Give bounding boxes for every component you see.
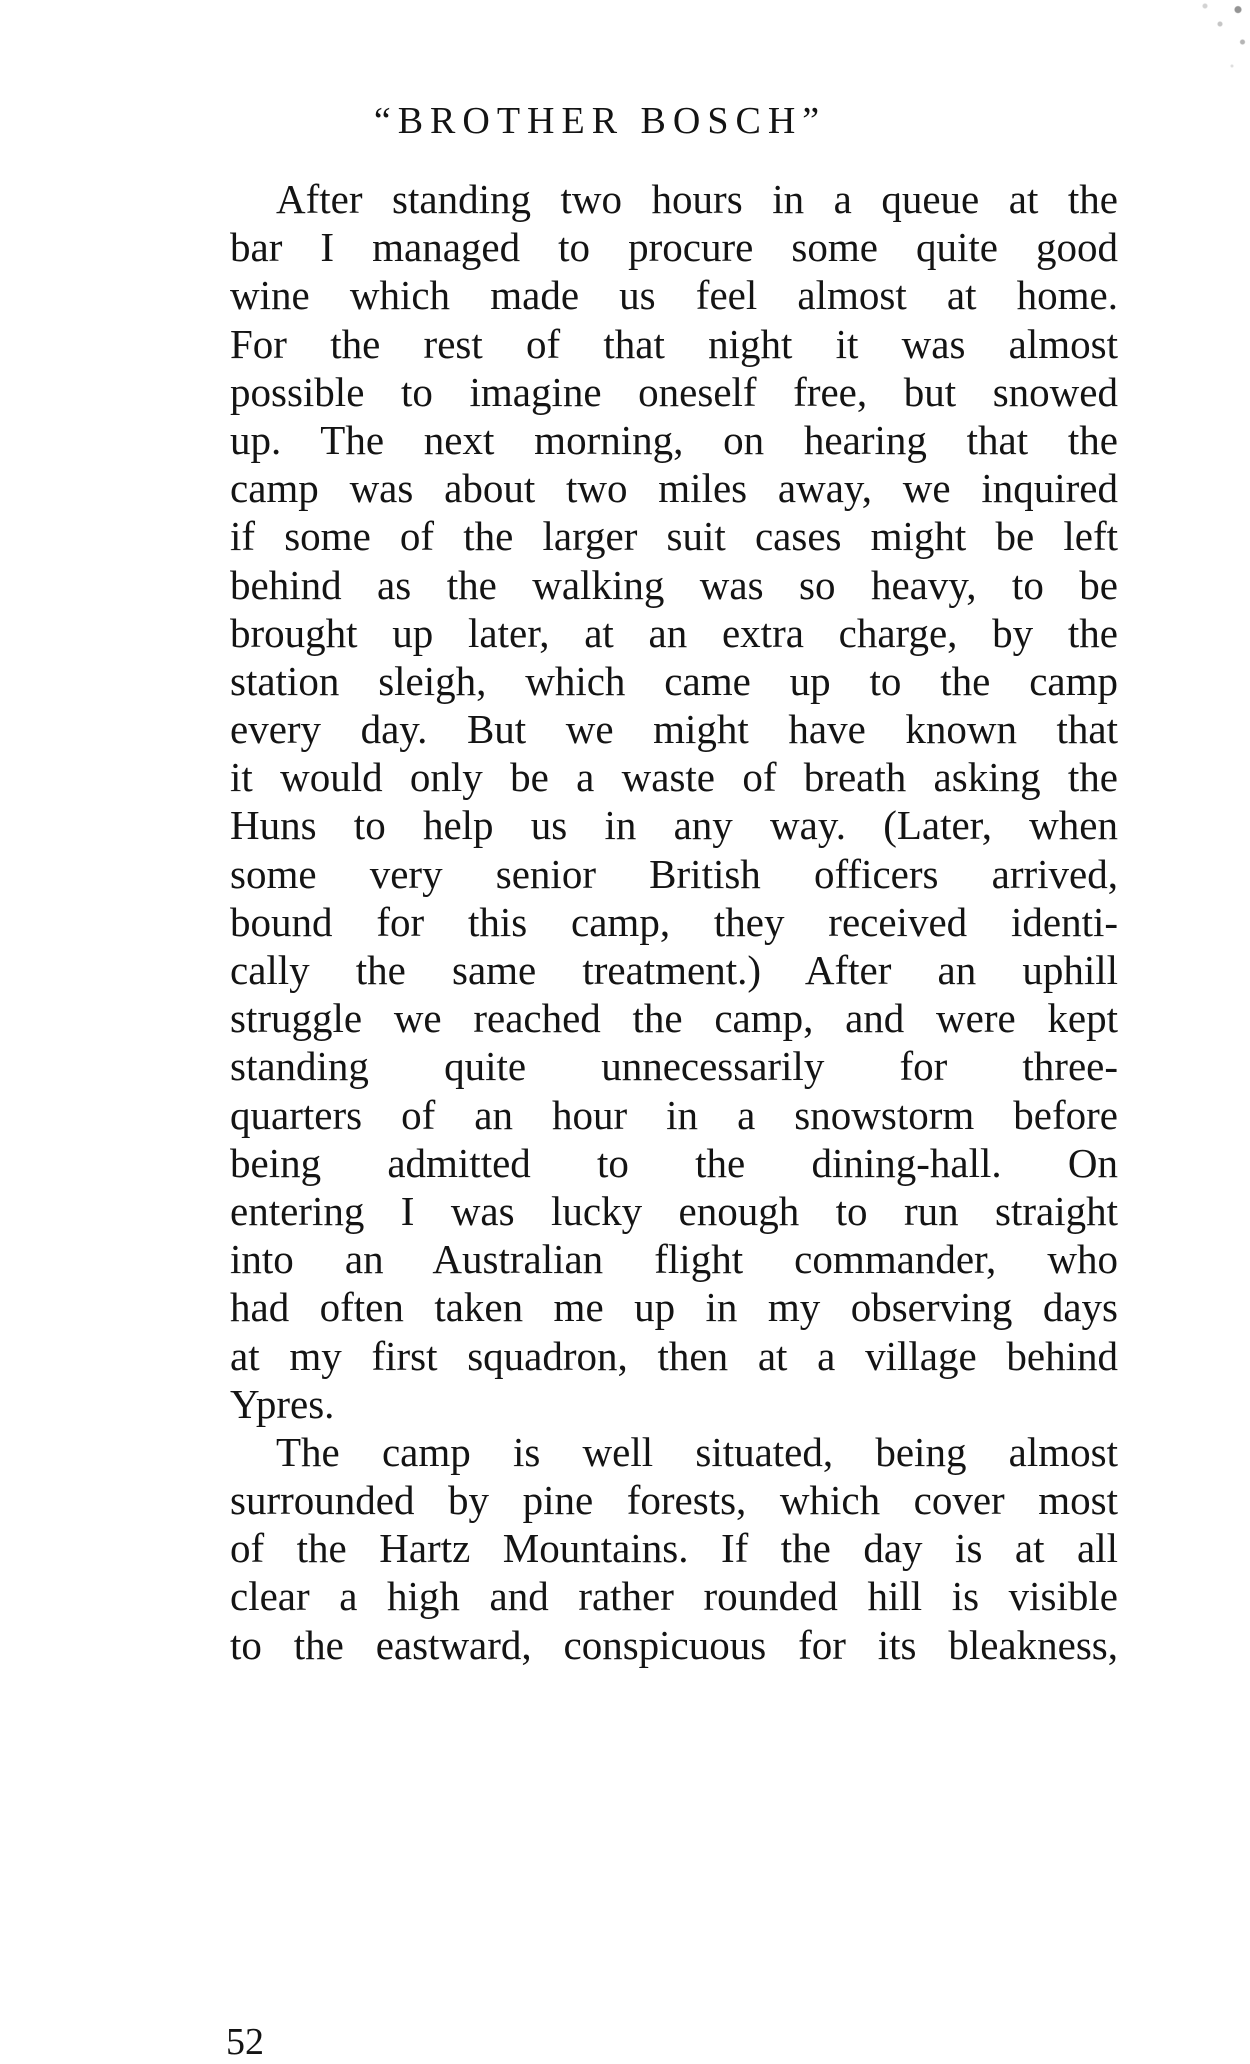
text-line: brought up later, at an extra charge, by the: [230, 609, 1118, 656]
page-number: 52: [226, 2021, 264, 2063]
text-line: bar I managed to procure some quite good: [230, 224, 1118, 271]
text-line: standing quite unnecessarily for three-: [230, 1043, 1118, 1090]
text-line: of the Hartz Mountains. If the day is at all: [230, 1525, 1118, 1572]
text-line: camp was about two miles away, we inquired: [230, 465, 1118, 512]
running-title: “BROTHER BOSCH”: [373, 100, 827, 142]
text-line: at my first squadron, then at a village behind: [230, 1332, 1118, 1379]
text-line: being admitted to the dining-hall. On: [230, 1139, 1118, 1186]
text-line: had often taken me up in my observing days: [230, 1284, 1118, 1331]
text-line: bound for this camp, they received identi-: [230, 898, 1118, 945]
text-line: every day. But we might have known that: [230, 706, 1118, 753]
body-text: [230, 175, 1118, 1669]
text-line: The camp is well situated, being almost: [276, 1428, 1118, 1475]
text-line: some very senior British officers arrived,: [230, 850, 1118, 897]
text-line: wine which made us feel almost at home.: [230, 272, 1118, 319]
text-line: up. The next morning, on hearing that the: [230, 416, 1118, 463]
text-line: For the rest of that night it was almost: [230, 320, 1118, 367]
text-line: After standing two hours in a queue at the: [276, 176, 1118, 222]
text-line: if some of the larger suit cases might be left: [230, 513, 1118, 560]
text-line: Huns to help us in any way. (Later, when: [230, 802, 1118, 849]
scan-speckle: [1100, 0, 1250, 120]
text-line: struggle we reached the camp, and were kept: [230, 995, 1118, 1042]
text-line: possible to imagine oneself free, but snowed: [230, 368, 1118, 415]
text-line: quarters of an hour in a snowstorm before: [230, 1091, 1118, 1138]
text-line: behind as the walking was so heavy, to be: [230, 561, 1118, 608]
text-line: it would only be a waste of breath asking the: [230, 754, 1118, 801]
text-line: station sleigh, which came up to the camp: [230, 657, 1118, 704]
text-line: cally the same treatment.) After an uphill: [230, 947, 1118, 993]
text-line: Ypres.: [230, 1380, 335, 1427]
text-line: entering I was lucky enough to run straight: [230, 1187, 1118, 1234]
text-line: surrounded by pine forests, which cover most: [230, 1477, 1118, 1524]
text-line: clear a high and rather rounded hill is visible: [230, 1573, 1118, 1620]
text-line: into an Australian flight commander, who: [230, 1236, 1118, 1283]
text-line: to the eastward, conspicuous for its bleakness,: [230, 1621, 1118, 1668]
